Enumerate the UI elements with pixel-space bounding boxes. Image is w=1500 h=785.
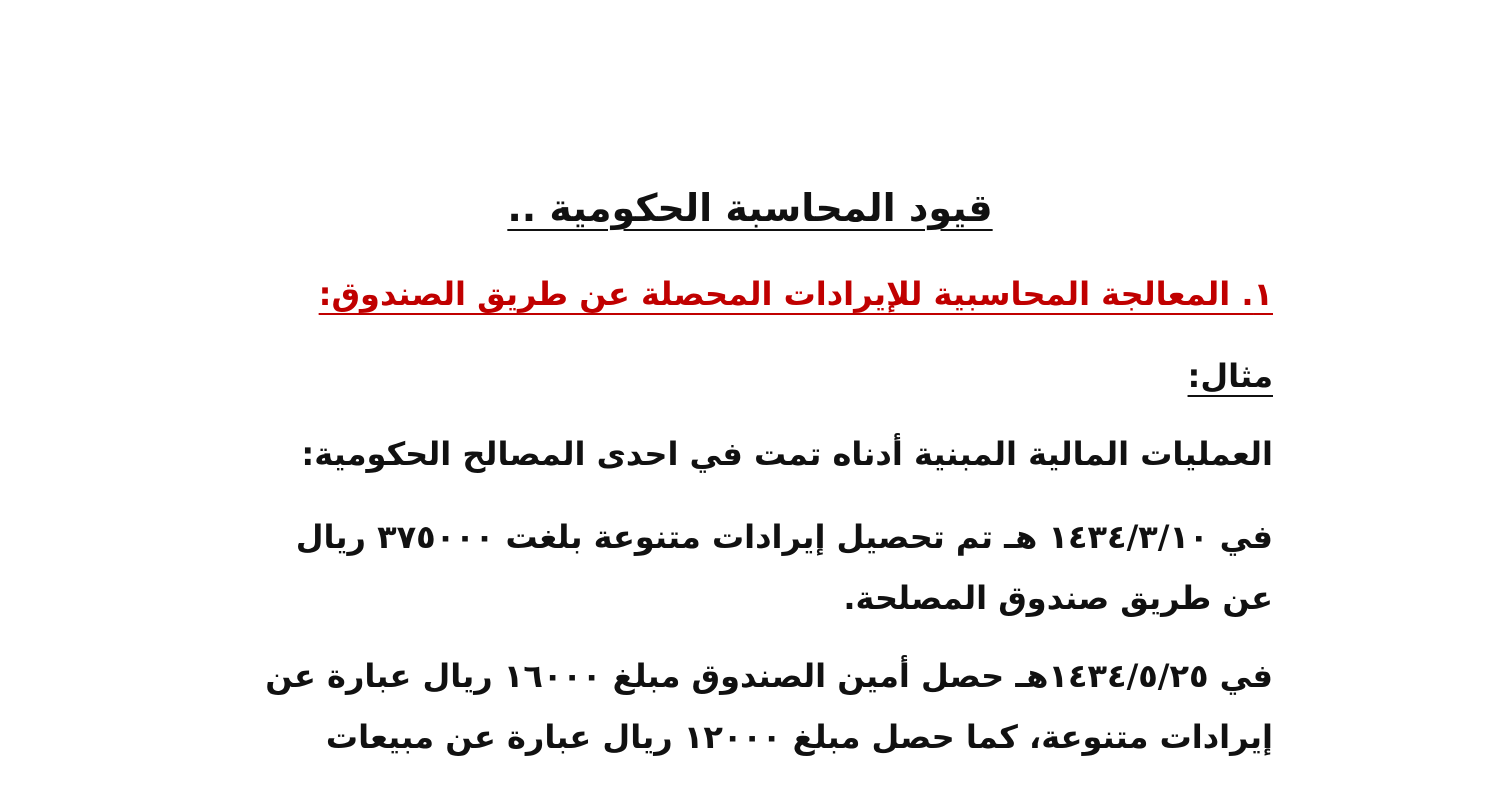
transaction-2-line-1: في ١٤٣٤/٥/٢٥هـ حصل أمين الصندوق مبلغ ١٦٠٠٠ ريال عبارة عن [265,657,1273,695]
document-title: قيود المحاسبة الحكومية .. [507,186,993,230]
section-heading: ١. المعالجة المحاسبية للإيرادات المحصلة عن طريق الصندوق: [318,275,1273,313]
transaction-1-line-1: في ١٤٣٤/٣/١٠ هـ تم تحصيل إيرادات متنوعة بلغت ٣٧٥٠٠٠ ريال [295,518,1273,556]
intro-paragraph: العمليات المالية المبنية أدناه تمت في احدى المصالح الحكومية: [301,435,1273,473]
example-label: مثال: [1187,357,1273,395]
transaction-1-paragraph [296,507,1273,629]
transaction-1-line-2: عن طريق صندوق المصلحة. [843,579,1273,617]
transaction-2-line-2: إيرادات متنوعة، كما حصل مبلغ ١٢٠٠٠ ريال عبارة عن مبيعات [325,718,1273,756]
transaction-2-paragraph [265,646,1273,768]
